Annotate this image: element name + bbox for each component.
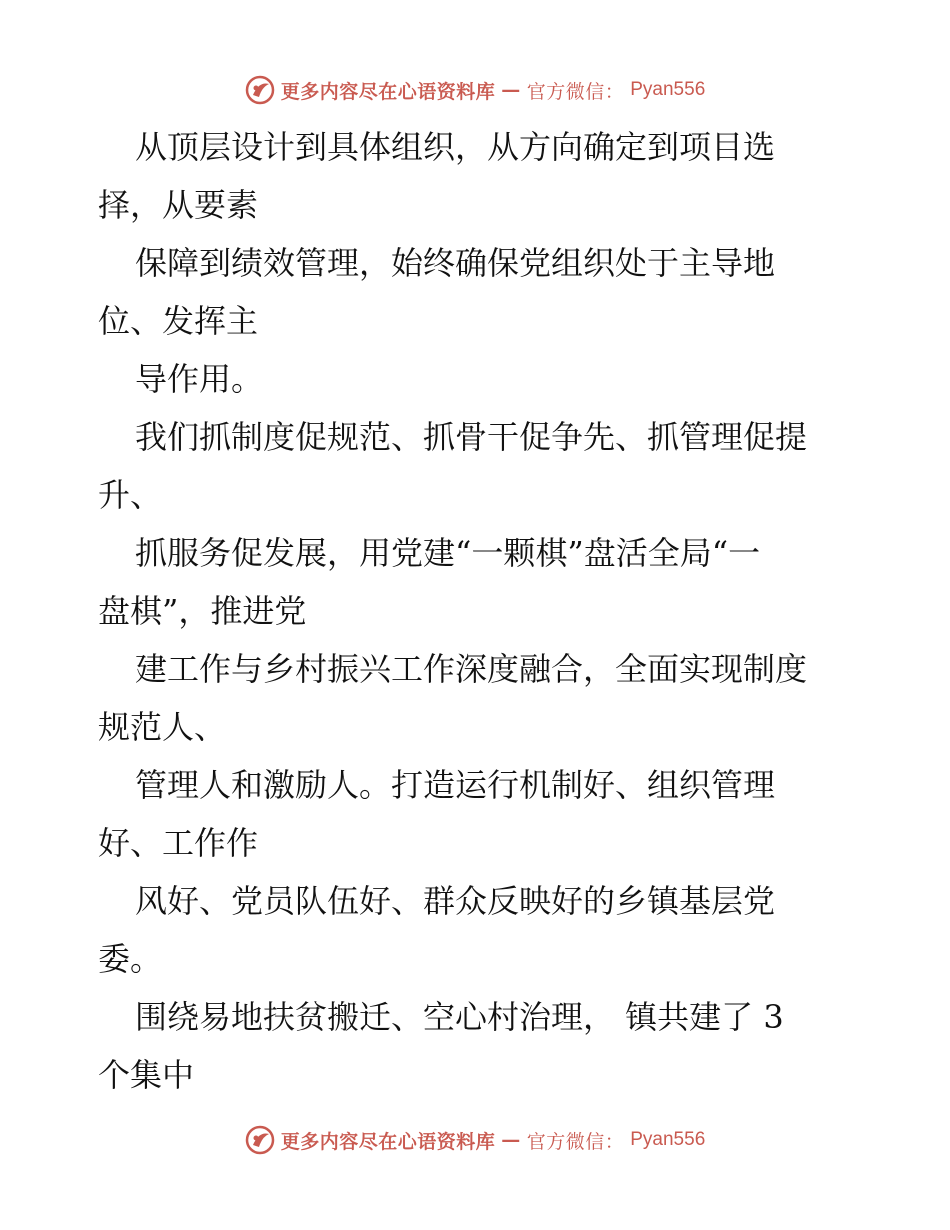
paragraph — [98, 988, 858, 1104]
text-line: 我们抓制度促规范、抓骨干促争先、抓管理促提 — [135, 418, 808, 456]
text-line: 盘棋”，推进党 — [98, 592, 307, 630]
text-line: 位、发挥主 — [98, 302, 259, 340]
text-line: 委。 — [98, 940, 163, 978]
brand-logo-icon — [245, 1125, 275, 1155]
watermark-handle: Pyan556 — [630, 1129, 706, 1150]
text-line: 升、 — [98, 476, 163, 514]
text-line: 保障到绩效管理，始终确保党组织处于主导地 — [135, 244, 776, 282]
paragraph — [98, 234, 858, 350]
watermark-separator: — — [501, 79, 521, 101]
text-line: 从顶层设计到具体组织，从方向确定到项目选 — [135, 128, 776, 166]
watermark-text: 更多内容尽在心语资料库 — [280, 80, 496, 103]
text-line: 管理人和激励人。打造运行机制好、组织管理 — [135, 766, 776, 804]
text-line: 风好、党员队伍好、群众反映好的乡镇基层党 — [135, 882, 776, 920]
paragraph — [98, 118, 858, 234]
watermark-text: 更多内容尽在心语资料库 — [280, 1130, 496, 1153]
text-line: 导作用。 — [135, 360, 264, 398]
watermark-handle: Pyan556 — [630, 79, 706, 100]
paragraph — [98, 408, 858, 524]
text-line: 好、工作作 — [98, 824, 259, 862]
brand-logo-icon — [245, 75, 275, 105]
text-line: 抓服务促发展，用党建“一颗棋”盘活全局“一 — [135, 534, 761, 572]
text-line: 建工作与乡村振兴工作深度融合，全面实现制度 — [135, 650, 808, 688]
watermark-contact-label: 官方微信： — [526, 1130, 625, 1153]
paragraph — [98, 350, 858, 408]
paragraph — [98, 640, 858, 756]
paragraph — [98, 524, 858, 640]
paragraph — [98, 756, 858, 872]
watermark-separator: — — [501, 1129, 521, 1151]
footer-watermark — [0, 1120, 950, 1160]
paragraph — [98, 872, 858, 988]
header-watermark — [0, 70, 950, 110]
text-line: 规范人、 — [98, 708, 227, 746]
watermark-contact-label: 官方微信： — [526, 80, 625, 103]
text-line: 择，从要素 — [98, 186, 259, 224]
text-line: 个集中 — [98, 1056, 195, 1094]
text-line: 围绕易地扶贫搬迁、空心村治理， 镇共建了 3 — [135, 998, 784, 1036]
body-text — [98, 118, 858, 1104]
